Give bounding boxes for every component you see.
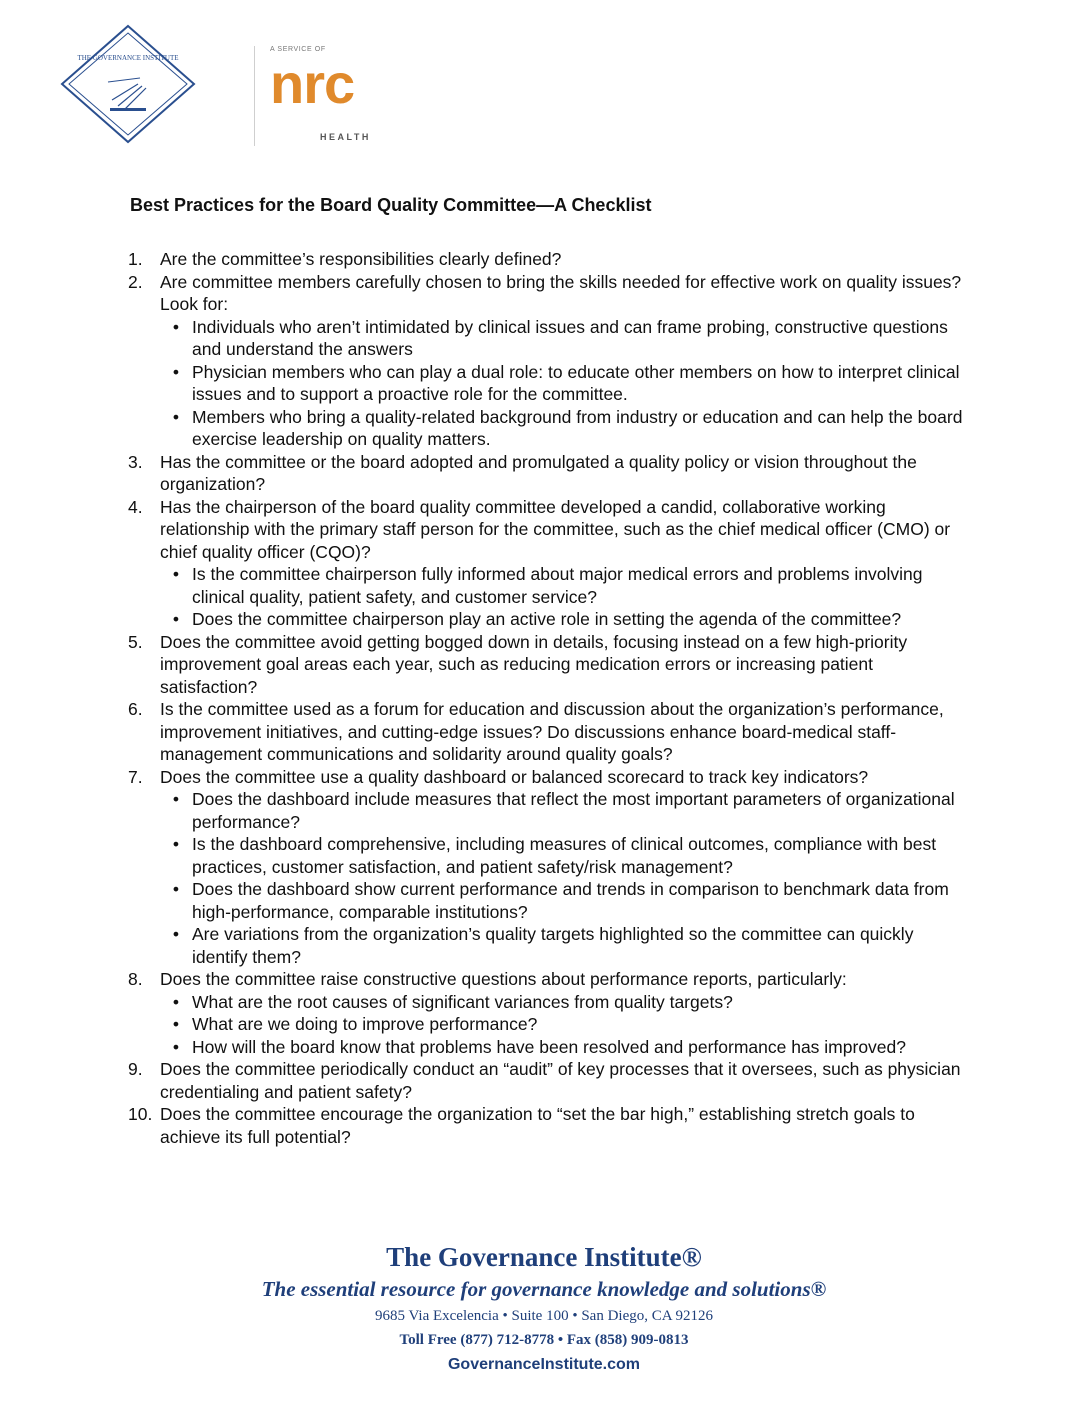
checklist-item <box>128 496 968 631</box>
bullet-item <box>160 878 968 923</box>
bullet-item <box>160 316 968 361</box>
bullet-text: Is the committee chairperson fully informed about major medical errors and problems involving clinical quality, patient safety, and customer service? <box>192 564 923 607</box>
checklist-item <box>128 631 968 699</box>
item-text: Does the committee encourage the organization to “set the bar high,” establishing stretch goals to achieve its full potential? <box>160 1104 915 1147</box>
item-text: Does the committee raise constructive questions about performance reports, particularly: <box>160 969 847 989</box>
item-text: Is the committee used as a forum for education and discussion about the organization’s performance, improvement initiatives, and cutting-edge issues? Do discussions enhance board-medical staff-management communications and solidarity around quality goals? <box>160 699 944 764</box>
checklist-item <box>128 1058 968 1103</box>
checklist-item <box>128 766 968 969</box>
bullet-dot-icon: • <box>172 1014 180 1034</box>
item-text: Are committee members carefully chosen to bring the skills needed for effective work on quality issues? Look for: <box>160 271 962 314</box>
item-number: 9. <box>128 1059 143 1079</box>
bullet-text: Is the dashboard comprehensive, including measures of clinical outcomes, compliance with best practices, customer satisfaction, and patient safety/risk management? <box>192 834 937 877</box>
bullet-list <box>160 788 968 968</box>
item-number: 7. <box>128 766 143 787</box>
item-body <box>160 451 968 496</box>
bullet-item <box>160 406 968 451</box>
bullet-text: Does the dashboard show current performance and trends in comparison to benchmark data from high-performance, comparable institutions? <box>192 879 949 922</box>
checklist-item <box>128 968 968 1058</box>
checklist-item <box>128 271 968 451</box>
bullet-list <box>160 316 968 451</box>
item-body <box>160 698 968 766</box>
page-title: Best Practices for the Board Quality Committee—A Checklist <box>130 195 652 215</box>
bullet-dot-icon: • <box>172 1036 180 1057</box>
item-text: Are the committee’s responsibilities clearly defined? <box>160 249 562 269</box>
item-body <box>160 1103 968 1148</box>
footer-tagline: The essential resource for governance knowledge and solutions® <box>261 1277 827 1301</box>
footer <box>0 1240 1088 1378</box>
bullet-item <box>160 1036 968 1059</box>
item-body <box>160 968 968 1058</box>
governance-institute-logo <box>58 24 198 144</box>
item-text: Does the committee use a quality dashboard or balanced scorecard to track key indicators? <box>160 766 869 787</box>
item-number: 4. <box>128 496 143 517</box>
checklist-item <box>128 451 968 496</box>
item-body <box>160 271 968 451</box>
bullet-item <box>160 991 968 1014</box>
item-number: 2. <box>128 271 143 292</box>
footer-phone: Toll Free (877) 712-8778 • Fax (858) 909-0813 <box>399 1332 689 1348</box>
item-body <box>160 248 968 271</box>
bullet-item <box>160 833 968 878</box>
bullet-text: Does the dashboard include measures that reflect the most important parameters of organizational performance? <box>192 789 955 832</box>
item-text: Does the committee periodically conduct an “audit” of key processes that it oversees, such as physician credentialing and patient safety? <box>160 1059 961 1102</box>
checklist-item <box>128 1103 968 1148</box>
gi-logo-text: THE GOVERNANCE INSTITUTE <box>77 54 179 62</box>
item-text: Has the committee or the board adopted and promulgated a quality policy or vision throughout the organization? <box>160 451 917 494</box>
bullet-dot-icon: • <box>172 834 180 854</box>
bullet-dot-icon: • <box>172 361 180 382</box>
footer-website: GovernanceInstitute.com <box>447 1356 641 1373</box>
bullet-list <box>160 991 968 1059</box>
bullet-item <box>160 608 968 631</box>
item-text: Does the committee avoid getting bogged down in details, focusing instead on a few high-priority improvement goal areas each year, such as reducing medication errors or increasing patient satisfaction? <box>160 631 908 697</box>
nrc-service-label: A SERVICE OF <box>270 46 326 53</box>
nrc-health-label: HEALTH <box>320 132 371 142</box>
bullet-dot-icon: • <box>172 789 180 809</box>
bullet-dot-icon: • <box>172 316 180 337</box>
item-body <box>160 1058 968 1103</box>
bullet-item <box>160 361 968 406</box>
bullet-dot-icon: • <box>172 924 180 944</box>
logo-divider <box>254 46 255 146</box>
bullet-item <box>160 788 968 833</box>
checklist-item <box>128 698 968 766</box>
item-text: Has the chairperson of the board quality committee developed a candid, collaborative working relationship with the primary staff person for the committee, such as the chief medical officer (CMO) or chief quality officer (CQO)? <box>160 496 951 562</box>
bullet-text: How will the board know that problems have been resolved and performance has improved? <box>192 1036 907 1057</box>
item-number: 3. <box>128 451 143 472</box>
item-body <box>160 631 968 699</box>
bullet-text: Are variations from the organization’s quality targets highlighted so the committee can quickly identify them? <box>192 924 914 967</box>
item-number: 1. <box>128 249 143 269</box>
checklist-item <box>128 248 968 271</box>
item-number: 5. <box>128 631 143 652</box>
bullet-dot-icon: • <box>172 609 180 629</box>
nrc-logo-wordmark: nrc <box>270 52 355 115</box>
bullet-dot-icon: • <box>172 879 180 899</box>
bullet-text: Members who bring a quality-related background from industry or education and can help the board exercise leadership on quality matters. <box>192 406 963 449</box>
bullet-item <box>160 1013 968 1036</box>
bullet-text: Physician members who can play a dual role: to educate other members on how to interpret clinical issues and to support a proactive role for the committee. <box>192 361 960 404</box>
checklist <box>128 248 968 1148</box>
bullet-list <box>160 563 968 631</box>
item-body <box>160 496 968 631</box>
bullet-text: Does the committee chairperson play an active role in setting the agenda of the committee? <box>192 609 902 629</box>
bullet-text: What are the root causes of significant variances from quality targets? <box>192 991 733 1012</box>
item-body <box>160 766 968 969</box>
bullet-item <box>160 563 968 608</box>
bullet-dot-icon: • <box>172 406 180 427</box>
bullet-text: What are we doing to improve performance? <box>192 1014 538 1034</box>
header-logos <box>58 24 371 144</box>
footer-org-name: The Governance Institute® <box>386 1242 702 1272</box>
item-number: 8. <box>128 969 143 989</box>
footer-address: 9685 Via Excelencia • Suite 100 • San Diego, CA 92126 <box>374 1308 714 1324</box>
bullet-item <box>160 923 968 968</box>
item-number: 6. <box>128 699 143 719</box>
bullet-dot-icon: • <box>172 564 180 584</box>
bullet-dot-icon: • <box>172 991 180 1012</box>
item-number: 10. <box>128 1104 153 1124</box>
bullet-text: Individuals who aren’t intimidated by clinical issues and can frame probing, constructive questions and understand the answers <box>192 316 948 359</box>
